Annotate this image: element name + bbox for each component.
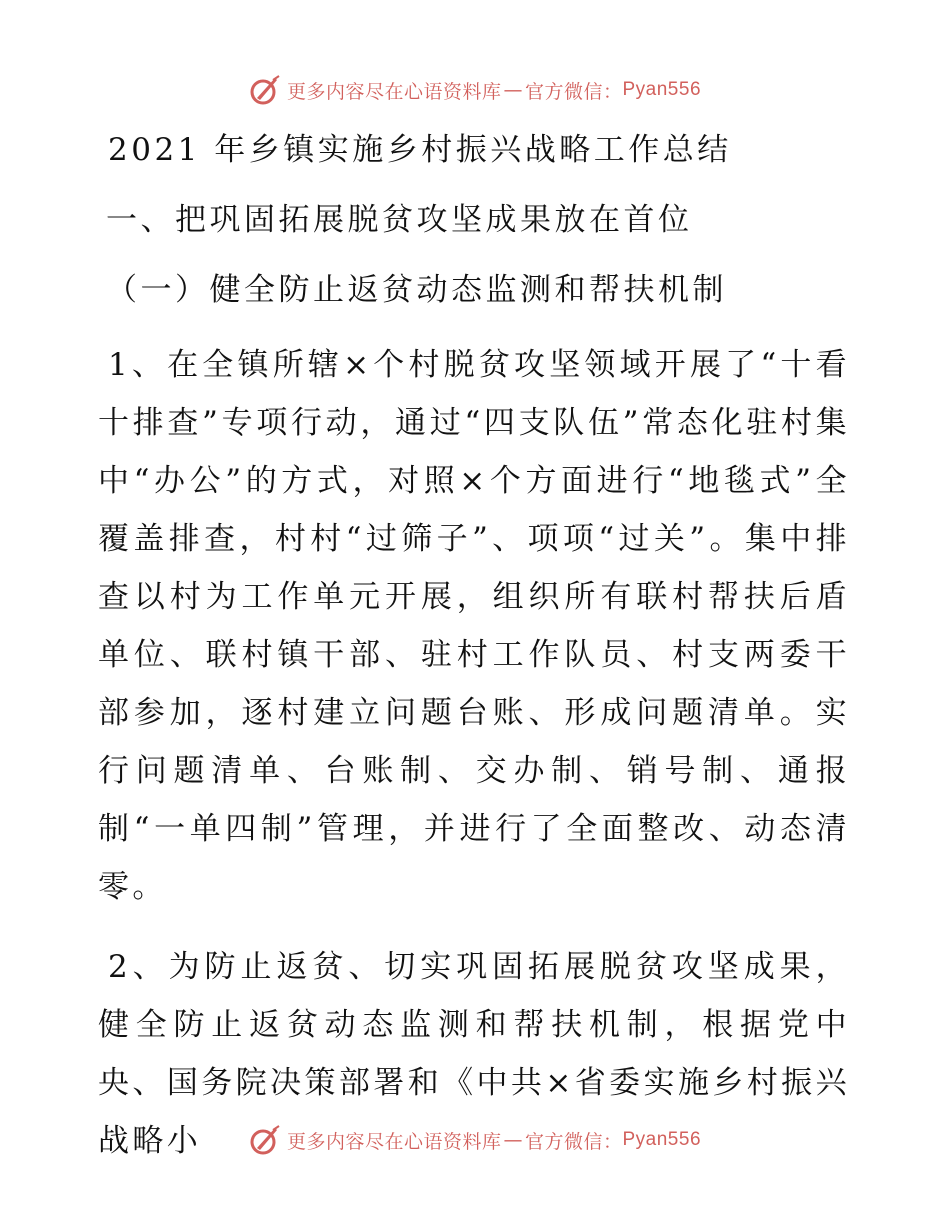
watermark-header [0, 70, 950, 110]
section-heading: 一、把巩固拓展脱贫攻坚成果放在首位 [106, 202, 693, 238]
watermark-label: 更多内容尽在心语资料库 [286, 1130, 502, 1153]
quill-logo-icon [249, 1124, 281, 1156]
watermark-footer [0, 1120, 950, 1160]
subsection-heading: （一）健全防止返贫动态监测和帮扶机制 [106, 272, 727, 308]
watermark-separator: — [503, 1129, 523, 1151]
document-title: 2021 年乡镇实施乡村振兴战略工作总结 [108, 132, 732, 168]
watermark-contact-label: 官方微信： [524, 80, 623, 103]
quill-logo-icon [249, 74, 281, 106]
paragraph-2: 2、为防止返贫、切实巩固拓展脱贫攻坚成果，健全防止返贫动态监测和帮扶机制，根据党中央、国务院决策部署和《中共×省委实施乡村振兴战略小 [98, 949, 850, 1159]
watermark-separator: — [503, 79, 523, 101]
watermark-contact-id: Pyan556 [622, 79, 702, 100]
watermark-label: 更多内容尽在心语资料库 [286, 80, 502, 103]
document-body [98, 128, 850, 1192]
paragraph-1: 1、在全镇所辖×个村脱贫攻坚领域开展了“十看十排查”专项行动，通过“四支队伍”常态化驻村集中“办公”的方式，对照×个方面进行“地毯式”全覆盖排查，村村“过筛子”、项项“过关”。集中排查以村为工作单元开展，组织所有联村帮扶后盾单位、联村镇干部、驻村工作队员、村支两委干部参加，逐村建立问题台账、形成问题清单。实行问题清单、台账制、交办制、销号制、通报制“一单四制”管理，并进行了全面整改、动态清零。 [98, 347, 850, 905]
watermark-contact-label: 官方微信： [524, 1130, 623, 1153]
watermark-contact-id: Pyan556 [622, 1129, 702, 1150]
